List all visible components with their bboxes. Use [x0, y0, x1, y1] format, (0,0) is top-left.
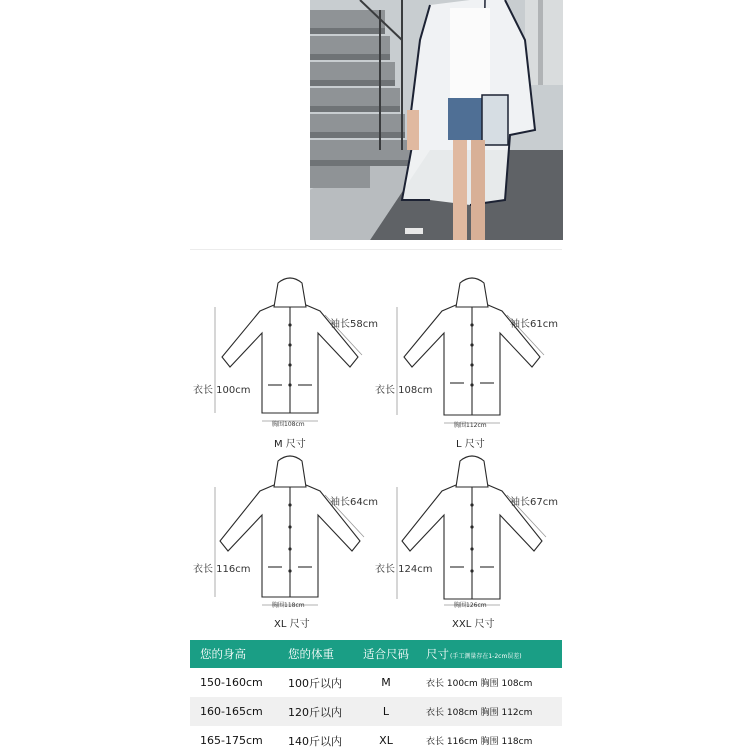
cell-size: L: [382, 705, 390, 718]
sleeve-length-label: 袖长67cm: [510, 497, 558, 508]
header-height: 您的身高: [200, 647, 246, 661]
cell-weight: 100斤以内: [288, 676, 342, 690]
coat-length-label: 衣长 124cm: [375, 564, 433, 575]
table-row: [190, 697, 562, 726]
table-row: [190, 726, 562, 755]
cell-weight: 120斤以内: [288, 705, 342, 719]
size-diagram-m: [190, 275, 378, 460]
chest-label: 胸围126cm: [454, 602, 487, 609]
size-diagram-l: [372, 275, 558, 460]
size-title: XL 尺寸: [274, 619, 310, 630]
coat-length-label: 衣长 116cm: [193, 564, 251, 575]
header-dimensions: [422, 646, 562, 662]
coat-length-label: 衣长 100cm: [193, 385, 251, 396]
raincoat-outline-icon: [372, 275, 552, 460]
cell-size: M: [381, 676, 391, 689]
cell-size: XL: [379, 734, 393, 747]
chest-label: 胸围118cm: [272, 602, 305, 609]
cell-weight: 140斤以内: [288, 734, 342, 748]
sleeve-length-label: 袖长64cm: [330, 497, 378, 508]
raincoat-outline-icon: [190, 275, 370, 460]
sleeve-length-label: 袖长58cm: [330, 319, 378, 330]
product-photo: [310, 0, 563, 240]
size-title: L 尺寸: [456, 439, 485, 450]
header-size: 适合尺码: [363, 647, 409, 661]
size-diagram-xl: [190, 455, 378, 640]
cell-height: 160-165cm: [200, 705, 263, 718]
coat-length-label: 衣长 108cm: [375, 385, 433, 396]
cell-dimensions: 衣长 108cm 胸围 112cm: [426, 708, 533, 718]
size-diagram-xxl: [372, 455, 558, 640]
raincoat-outline-icon: [372, 455, 552, 640]
header-dimensions-label: 尺寸: [426, 647, 449, 661]
chest-label: 胸围108cm: [272, 421, 305, 428]
raincoat-model-image: [310, 0, 563, 240]
header-note: (手工测量存在1-2cm误差): [450, 653, 522, 660]
table-row: [190, 668, 562, 697]
size-title: XXL 尺寸: [452, 619, 495, 630]
size-title: M 尺寸: [274, 439, 306, 450]
sleeve-length-label: 袖长61cm: [510, 319, 558, 330]
cell-height: 165-175cm: [200, 734, 263, 747]
size-table: [190, 640, 562, 755]
cell-height: 150-160cm: [200, 676, 263, 689]
cell-dimensions: 衣长 100cm 胸围 108cm: [426, 679, 533, 689]
chest-label: 胸围112cm: [454, 422, 487, 429]
raincoat-outline-icon: [190, 455, 370, 640]
header-weight: 您的体重: [288, 647, 334, 661]
cell-dimensions: 衣长 116cm 胸围 118cm: [426, 737, 533, 747]
section-divider: [190, 249, 562, 250]
table-header: [190, 640, 562, 668]
